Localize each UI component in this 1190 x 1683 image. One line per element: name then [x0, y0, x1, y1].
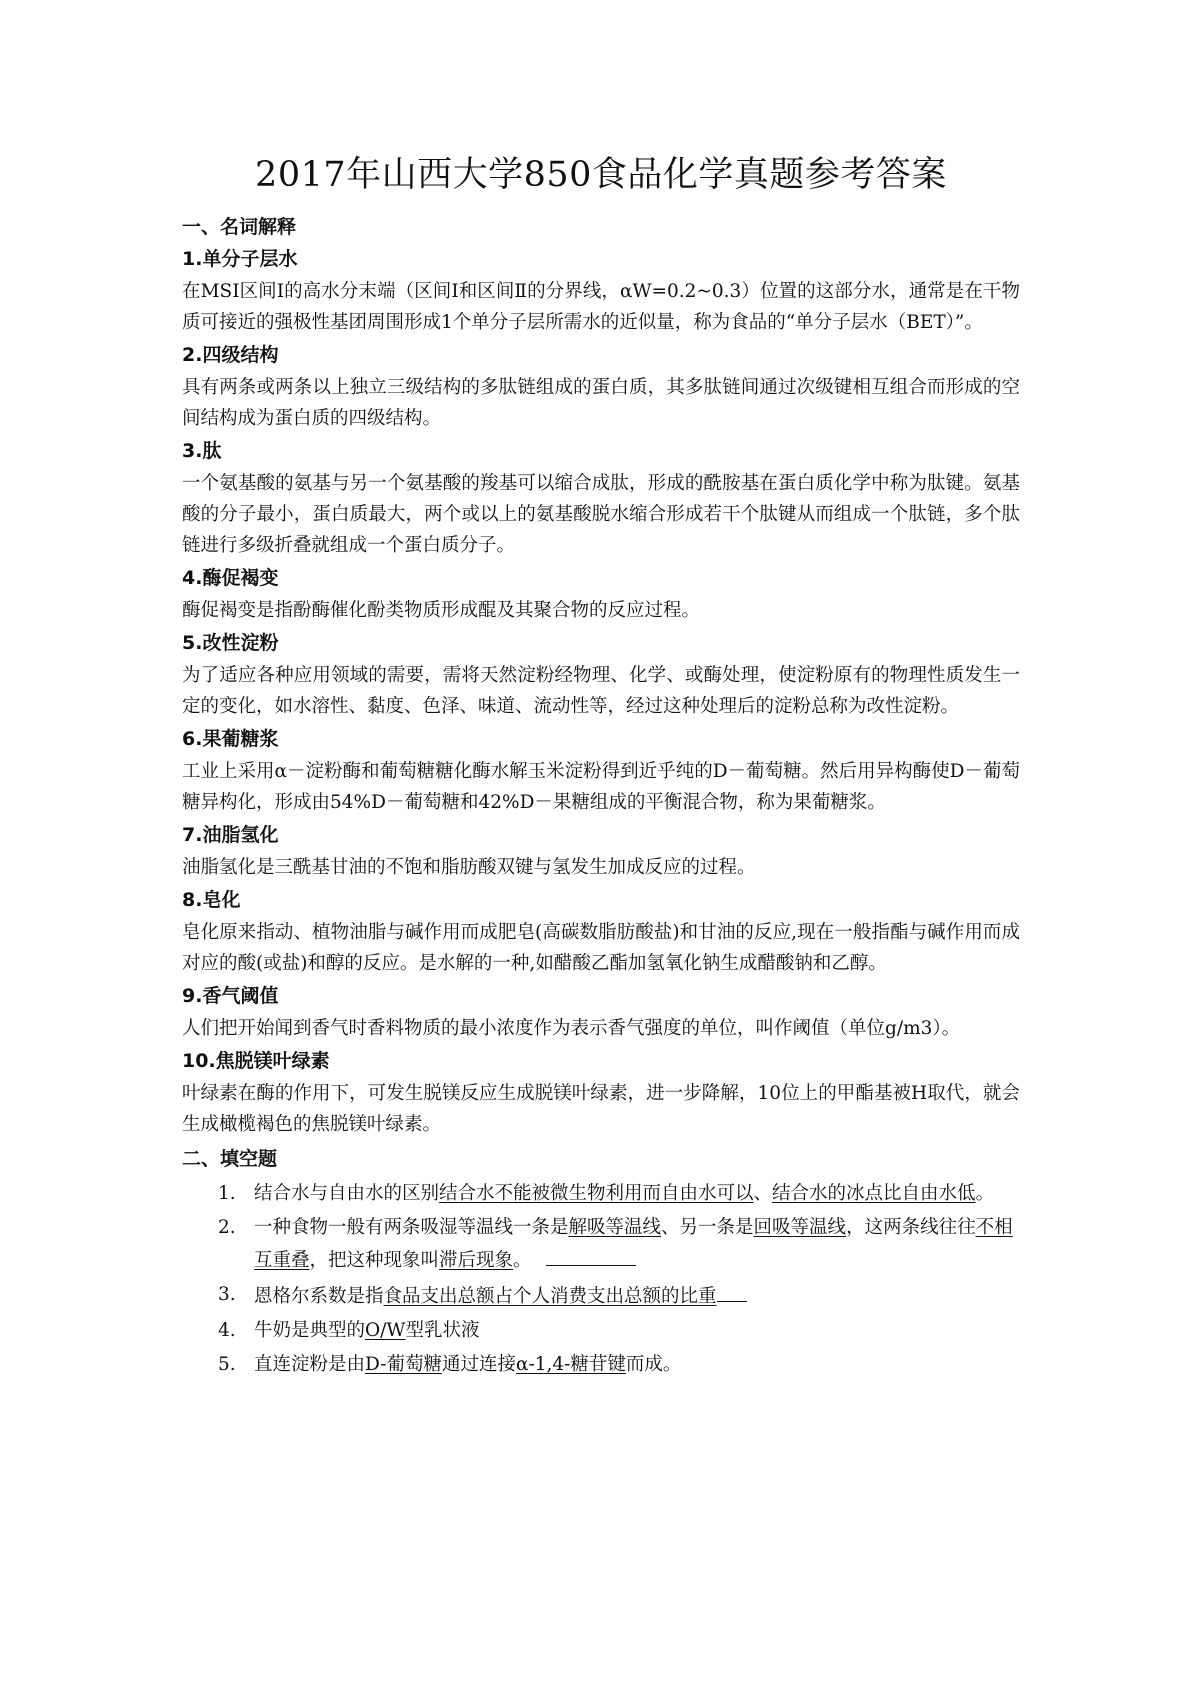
section-heading-fill-blank: 二、填空题: [182, 1148, 278, 1170]
question-text: 。: [513, 1250, 532, 1271]
question-text: 、另一条是: [661, 1217, 754, 1238]
term-definition: 油脂氢化是三酰基甘油的不饱和脂肪酸双键与氢发生加成反应的过程。: [182, 857, 756, 878]
term-title: 1.单分子层水: [182, 248, 298, 270]
item-number: 5.: [218, 1354, 236, 1375]
item-number: 4.: [218, 1320, 236, 1341]
question-text: 、: [753, 1183, 773, 1204]
list-item: [182, 1212, 1020, 1276]
term-definition: 在MSI区间Ⅰ的高水分末端（区间Ⅰ和区间Ⅱ的分界线，αW=0.2~0.3）位置的这部分水，通常是在干物质可接近的强极性基团周围形成1个单分子层所需水的近似量，称为食品的“单分子层水（BET）”。: [182, 281, 1020, 333]
term-definition: 叶绿素在酶的作用下，可发生脱镁反应生成脱镁叶绿素，进一步降解，10位上的甲酯基被H取代，就会生成橄榄褐色的焦脱镁叶绿素。: [182, 1083, 1020, 1135]
term-title: 8.皂化: [182, 889, 241, 911]
question-text: 结合水与自由水的区别: [254, 1183, 440, 1204]
term-definition: 皂化原来指动、植物油脂与碱作用而成肥皂(高碳数脂肪酸盐)和甘油的反应,现在一般指酯与碱作用而成对应的酸(或盐)和醇的反应。是水解的一种,如醋酸乙酯加氢氧化钠生成醋酸钠和乙醇。: [182, 922, 1020, 974]
question-text: ，把这种现象叫: [309, 1250, 440, 1271]
term-title: 6.果葡糖浆: [182, 728, 279, 750]
answer-text: 滞后现象: [439, 1250, 514, 1271]
answer-text: α-1,4-糖苷键: [515, 1354, 626, 1375]
item-number: 2.: [218, 1217, 236, 1238]
question-text: 型乳状液: [405, 1320, 480, 1341]
item-number: 1.: [218, 1183, 236, 1204]
term-definition: 一个氨基酸的氨基与另一个氨基酸的羧基可以缩合成肽，形成的酰胺基在蛋白质化学中称为肽键。氨基酸的分子最小，蛋白质最大，两个或以上的氨基酸脱水缩合形成若干个肽键从而组成一个肽链，多个肽链进行多级折叠就组成一个蛋白质分子。: [182, 473, 1020, 556]
list-item: [182, 1349, 1020, 1380]
term-entry: [182, 565, 1020, 626]
term-definition: 工业上采用α－淀粉酶和葡萄糖糖化酶水解玉米淀粉得到近乎纯的D－葡萄糖。然后用异构酶使D－葡萄糖异构化，形成由54%D－葡萄糖和42%D－果糖组成的平衡混合物，称为果葡糖浆。: [182, 761, 1020, 813]
term-definition: 人们把开始闻到香气时香料物质的最小浓度作为表示香气强度的单位，叫作阈值（单位g/m3）。: [182, 1018, 961, 1039]
term-title: 9.香气阈值: [182, 985, 279, 1007]
question-text: 一种食物一般有两条吸湿等温线一条是: [254, 1217, 569, 1238]
term-title: 4.酶促褐变: [182, 567, 279, 589]
question-text: ，这两条线往往: [846, 1217, 976, 1238]
term-entry: [182, 438, 1020, 561]
section-heading-terms: 一、名词解释: [182, 216, 297, 238]
answer-text: O/W: [365, 1320, 406, 1341]
answer-blank: [717, 1279, 747, 1302]
list-item: [182, 1315, 1020, 1346]
question-text: 。: [975, 1183, 995, 1204]
term-title: 2.四级结构: [182, 344, 279, 366]
answer-text: 回吸等温线: [753, 1217, 847, 1238]
answer-text: 解吸等温线: [568, 1217, 662, 1238]
question-text: 恩格尔系数是指: [254, 1286, 384, 1307]
question-text: 直连淀粉是由: [254, 1354, 366, 1375]
term-entry: [182, 246, 1020, 338]
list-item: [182, 1279, 1020, 1312]
answer-text: 不相互重叠: [254, 1217, 1013, 1271]
answer-text: 结合水的冰点比自由水低: [772, 1183, 976, 1204]
term-definition: 具有两条或两条以上独立三级结构的多肽链组成的蛋白质，其多肽链间通过次级键相互组合而形成的空间结构成为蛋白质的四级结构。: [182, 377, 1020, 429]
term-entry: [182, 887, 1020, 979]
term-title: 3.肽: [182, 440, 222, 462]
term-entry: [182, 1048, 1020, 1140]
answer-blank: [546, 1243, 636, 1266]
term-entry: [182, 983, 1020, 1044]
document-content: [182, 150, 1020, 1383]
page-title: 2017年山西大学850食品化学真题参考答案: [255, 155, 947, 195]
question-text: 而成。: [625, 1354, 682, 1375]
term-title: 7.油脂氢化: [182, 824, 279, 846]
term-entry: [182, 822, 1020, 883]
term-title: 5.改性淀粉: [182, 632, 279, 654]
item-number: 3.: [218, 1284, 236, 1305]
question-text: 通过连接: [441, 1354, 516, 1375]
term-entry: [182, 342, 1020, 434]
term-title: 10.焦脱镁叶绿素: [182, 1050, 330, 1072]
answer-text: D-葡萄糖: [365, 1354, 442, 1375]
term-entry: [182, 726, 1020, 818]
list-item: [182, 1178, 1020, 1209]
term-definition: 为了适应各种应用领域的需要，需将天然淀粉经物理、化学、或酶处理，使淀粉原有的物理性质发生一定的变化，如水溶性、黏度、色泽、味道、流动性等，经过这种处理后的淀粉总称为改性淀粉。: [182, 665, 1020, 717]
fill-blank-list: [182, 1178, 1020, 1380]
question-text: 牛奶是典型的: [254, 1320, 366, 1341]
term-entry: [182, 630, 1020, 722]
term-definition: 酶促褐变是指酚酶催化酚类物质形成醌及其聚合物的反应过程。: [182, 600, 701, 621]
answer-text: 结合水不能被微生物利用而自由水可以: [439, 1183, 754, 1204]
answer-text: 食品支出总额占个人消费支出总额的比重: [383, 1286, 717, 1307]
